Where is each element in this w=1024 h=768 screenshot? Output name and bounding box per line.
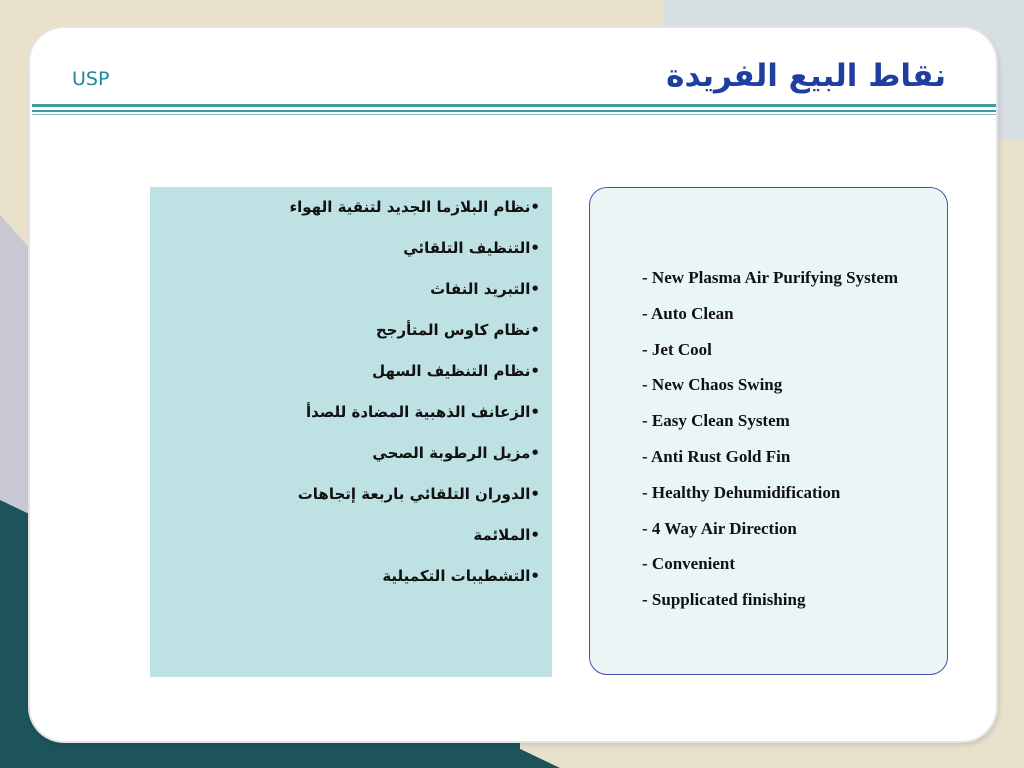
arabic-feature-item bbox=[289, 525, 540, 566]
arabic-feature-text: نظام البلازما الجديد لتنقية الهواء bbox=[289, 198, 531, 216]
bullet-icon: • bbox=[530, 198, 540, 216]
english-features-list bbox=[642, 268, 898, 626]
bullet-icon: • bbox=[530, 485, 540, 503]
arabic-feature-text: نظام التنظيف السهل bbox=[372, 362, 531, 380]
bullet-icon: • bbox=[530, 444, 540, 462]
arabic-feature-text: مزيل الرطوبة الصحي bbox=[372, 444, 531, 462]
arabic-feature-text: التنظيف التلقائي bbox=[403, 239, 531, 257]
title-rule-middle bbox=[32, 110, 996, 112]
usp-label: USP bbox=[72, 68, 110, 90]
english-features-panel bbox=[589, 187, 948, 675]
english-feature-item: - New Plasma Air Purifying System bbox=[642, 268, 899, 287]
arabic-feature-item bbox=[289, 320, 540, 361]
arabic-feature-item bbox=[289, 566, 540, 607]
arabic-feature-text: الزعانف الذهبية المضادة للصدأ bbox=[305, 403, 531, 421]
slide-title: نقاط البيع الفريدة bbox=[666, 58, 946, 94]
english-feature-item: - Convenient bbox=[642, 554, 736, 574]
english-feature-item: - 4 Way Air Direction bbox=[642, 518, 797, 538]
arabic-feature-item bbox=[289, 361, 540, 402]
english-feature-item: - Jet Cool bbox=[642, 339, 712, 359]
english-feature-item: - New Chaos Swing bbox=[642, 375, 783, 395]
english-feature-item: - Supplicated finishing bbox=[642, 590, 806, 610]
english-feature-item: - Easy Clean System bbox=[642, 411, 790, 431]
background-teal-strip bbox=[0, 740, 520, 768]
bullet-icon: • bbox=[530, 239, 540, 257]
arabic-features-list bbox=[289, 197, 540, 607]
arabic-feature-text: الدوران التلقائي باربعة إتجاهات bbox=[297, 485, 531, 503]
bullet-icon: • bbox=[530, 403, 540, 421]
bullet-icon: • bbox=[530, 321, 540, 339]
arabic-feature-text: نظام كاوس المتأرجح bbox=[375, 321, 531, 339]
title-rule-thick bbox=[32, 104, 996, 107]
arabic-feature-item bbox=[289, 402, 540, 443]
arabic-feature-item bbox=[289, 443, 540, 484]
arabic-feature-text: التشطيبات التكميلية bbox=[382, 567, 531, 585]
arabic-feature-item bbox=[289, 238, 540, 279]
english-feature-item: - Anti Rust Gold Fin bbox=[642, 446, 791, 466]
bullet-icon: • bbox=[530, 526, 540, 544]
title-rule-thin bbox=[32, 114, 996, 115]
bullet-icon: • bbox=[530, 280, 540, 298]
english-feature-item: - Healthy Dehumidification bbox=[642, 482, 841, 502]
arabic-feature-item bbox=[289, 279, 540, 320]
arabic-feature-text: التبريد النفاث bbox=[430, 280, 531, 298]
english-feature-item: - Auto Clean bbox=[642, 303, 734, 323]
arabic-feature-item bbox=[289, 197, 540, 238]
bullet-icon: • bbox=[530, 362, 540, 380]
arabic-feature-item bbox=[289, 484, 540, 525]
arabic-features-panel bbox=[150, 187, 552, 677]
bullet-icon: • bbox=[530, 567, 540, 585]
arabic-feature-text: الملائمة bbox=[473, 526, 531, 544]
